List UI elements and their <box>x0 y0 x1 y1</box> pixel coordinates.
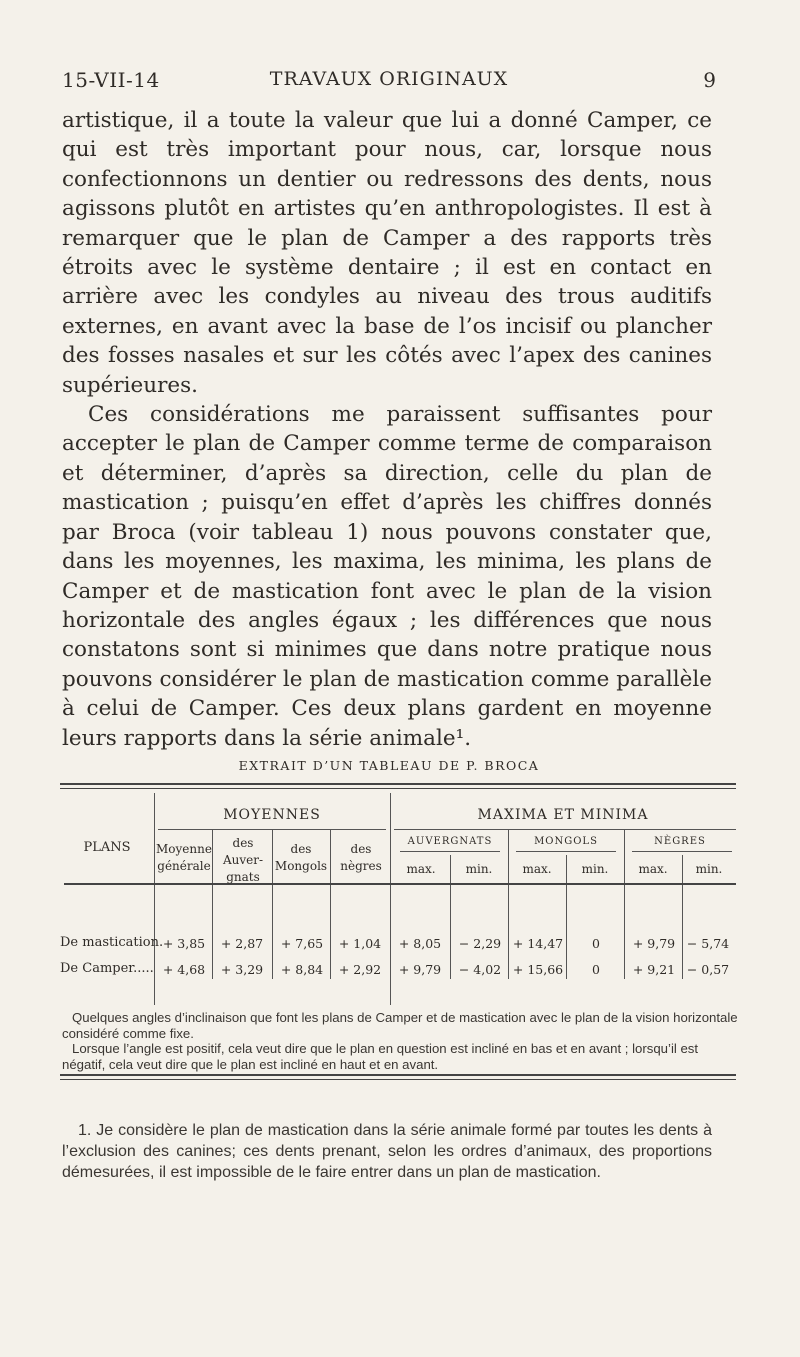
table-note-1: Quelques angles d’inclinaison que font les plans de Camper et de mastication avec le plan de la vision horizontale considéré comme fixe. <box>62 1010 738 1041</box>
col-header-plans: PLANS <box>83 840 131 855</box>
col-header-auvergnats: des Auver-gnats <box>222 836 264 884</box>
table-caption: EXTRAIT D’UN TABLEAU DE P. BROCA <box>238 758 540 773</box>
group-header-moyennes: MOYENNES <box>223 807 321 823</box>
subgroup-negres: NÈGRES <box>654 836 706 847</box>
table-cell: − 0,57 <box>686 962 730 977</box>
table-cell: 0 <box>592 936 600 951</box>
table-cell: − 2,29 <box>458 936 502 951</box>
table-cell: + 14,47 <box>512 936 564 951</box>
table-cell: + 1,04 <box>338 936 382 951</box>
col-header-moyenne-generale: Moyenne générale <box>156 842 212 873</box>
table-grid <box>60 789 736 1005</box>
table-cell: + 4,68 <box>162 962 206 977</box>
table-cell: + 3,85 <box>162 936 206 951</box>
table-cell: + 2,87 <box>220 936 264 951</box>
running-header <box>62 68 716 98</box>
table-cell: + 2,92 <box>338 962 382 977</box>
header-date: 15-VII-14 <box>62 68 160 92</box>
table-cell: + 9,79 <box>632 936 676 951</box>
col-header-min: min. <box>465 862 493 876</box>
table-cell: + 7,65 <box>280 936 324 951</box>
page-number: 9 <box>703 68 716 92</box>
col-header-max: max. <box>638 862 668 876</box>
col-header-min: min. <box>581 862 609 876</box>
row-label-camper: De Camper..... <box>60 961 154 976</box>
table-cell: + 8,84 <box>280 962 324 977</box>
table-notes <box>62 1010 738 1072</box>
table-note-2: Lorsque l’angle est positif, cela veut dire que le plan en question est incliné en bas et en avant ; lorsqu’il est négatif, cela veut dire que le plan est incliné en haut et en avant. <box>62 1041 699 1072</box>
table-cell: + 9,21 <box>632 962 676 977</box>
footnote-1: 1. Je considère le plan de mastication dans la série animale formé par toutes les dents à l’exclusion des canines; ces dents prenant, selon les ordres d’animaux, des proportions démesurées, il est impossible de le faire entrer dans un plan de mastication. <box>62 1122 712 1181</box>
table-cell: + 9,79 <box>398 962 442 977</box>
col-header-max: max. <box>522 862 552 876</box>
table-cell: − 5,74 <box>686 936 730 951</box>
broca-table <box>60 783 736 1005</box>
table-cell: + 3,29 <box>220 962 264 977</box>
table-cell: + 8,05 <box>398 936 442 951</box>
col-header-min: min. <box>695 862 723 876</box>
col-header-max: max. <box>406 862 436 876</box>
col-header-mongols: des Mongols <box>274 842 328 873</box>
group-header-maxima-minima: MAXIMA ET MINIMA <box>477 807 649 823</box>
subgroup-mongols: MONGOLS <box>534 836 598 847</box>
row-label-mastication: De mastication. <box>60 935 164 950</box>
table-cell: 0 <box>592 962 600 977</box>
col-header-negres: des nègres <box>340 842 382 873</box>
main-text <box>62 106 712 753</box>
table-cell: + 15,66 <box>512 962 564 977</box>
header-title: TRAVAUX ORIGINAUX <box>269 68 509 90</box>
paragraph-2: Ces considérations me paraissent suffisantes pour accepter le plan de Camper comme terme de comparaison et déterminer, d’après sa direction, celle du plan de mastication ; puisqu’en effet d’après les chiffres donnés par Broca (voir tableau 1) nous pouvons constater que, dans les moyennes, les maxima, les minima, les plans de Camper et de mastication font avec le plan de la vision horizontale des angles égaux ; les différences que nous constatons sont si minimes que dans notre pratique nous pouvons considérer le plan de mastication comme parallèle à celui de Camper. Ces deux plans gardent en moyenne leurs rapports dans la série animale¹. <box>62 402 712 751</box>
table-cell: − 4,02 <box>458 962 502 977</box>
footnote <box>62 1120 712 1183</box>
paragraph-1: artistique, il a toute la valeur que lui a donné Camper, ce qui est très important pour nous, car, lorsque nous confectionnons un dentier ou redressons des dents, nous agissons plutôt en artistes qu’en anthropologistes. Il est à remarquer que le plan de Camper a des rapports très étroits avec le système dentaire ; il est en contact en arrière avec les condyles au niveau des trous auditifs externes, en avant avec la base de l’os incisif ou plancher des fosses nasales et sur les côtés avec l’apex des canines supérieures. <box>62 108 712 398</box>
table-bottom-rule <box>60 1074 736 1080</box>
subgroup-auvergnats: AUVERGNATS <box>407 836 493 847</box>
